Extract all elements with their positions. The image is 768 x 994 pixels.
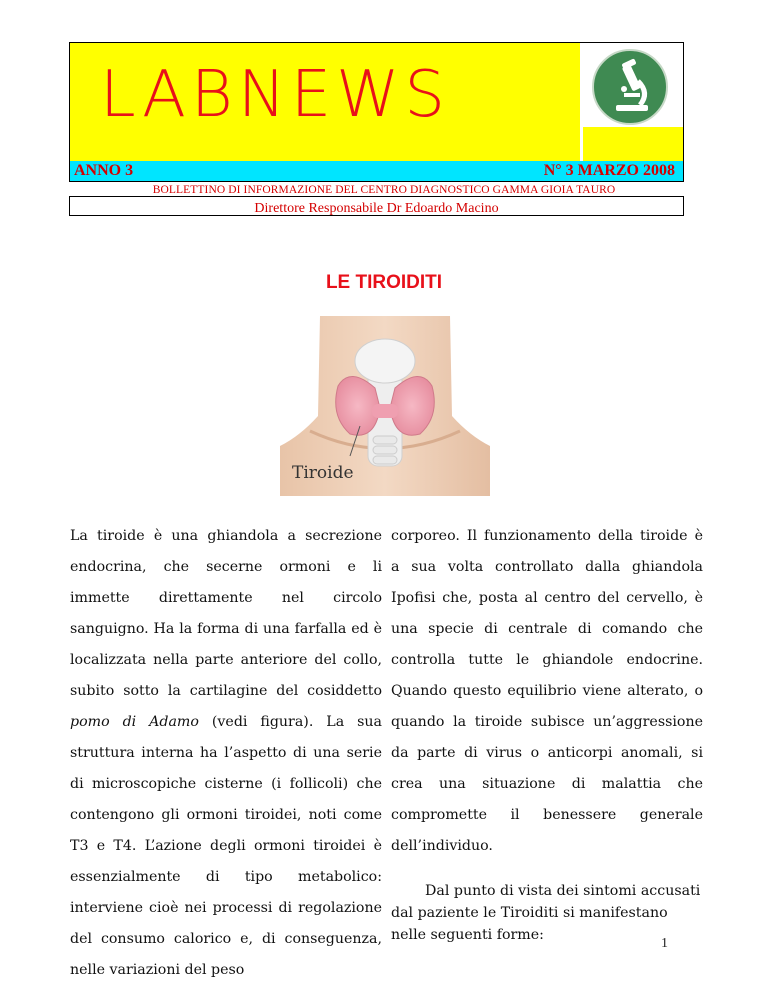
director-box bbox=[69, 196, 684, 216]
page-number: 1 bbox=[661, 936, 668, 951]
masthead bbox=[69, 42, 684, 182]
issue-band bbox=[70, 161, 683, 181]
subtitle: BOLLETTINO DI INFORMAZIONE DEL CENTRO DIAGNOSTICO GAMMA GIOIA TAURO bbox=[152, 184, 616, 196]
logo bbox=[592, 49, 670, 127]
issue-year: ANNO 3 bbox=[74, 162, 134, 179]
figure-label: Tiroide bbox=[292, 463, 354, 483]
newsletter-title: LABNEWS bbox=[100, 58, 451, 132]
text-column-left bbox=[70, 521, 382, 986]
article-title: LE TIROIDITI bbox=[325, 272, 443, 293]
issue-number: N° 3 MARZO 2008 bbox=[543, 162, 675, 179]
title-band bbox=[70, 43, 580, 161]
paragraph: Dal punto di vista dei sintomi accusati dal paziente le Tiroiditi si manifestano nelle seguenti forme: bbox=[391, 883, 701, 943]
microscope-icon bbox=[592, 49, 668, 125]
director-line: Direttore Responsabile Dr Edoardo Macino bbox=[254, 201, 499, 216]
paragraph: La tiroide è una ghiandola a secrezione endocrina, che secerne ormoni e li immette direttamente nel circolo sanguigno. Ha la forma di una farfalla ed è localizzata nella parte anteriore del collo, subito sotto la cartilagine del cosiddetto pomo di Adamo (vedi figura). La sua struttura interna ha l’aspetto di una serie di microscopiche cisterne (i follicoli) che contengono gli ormoni tiroidei, noti come T3 e T4. L’azione degli ormoni tiroidei è essenzialmente di tipo metabolico: interviene cioè nei processi di regolazione del consumo calorico e, di conseguenza, nelle variazioni del peso bbox=[70, 528, 382, 978]
decorative-square bbox=[583, 127, 683, 161]
text-column-right bbox=[391, 521, 703, 946]
paragraph: corporeo. Il funzionamento della tiroide è a sua volta controllato dalla ghiandola Ipofisi che, posta al centro del cervello, è una specie di centrale di comando che controlla tutte le ghiandole endocrine. Quando questo equilibrio viene alterato, o quando la tiroide subisce un’aggressione da parte di virus o anticorpi anomali, si crea una situazione di malattia che compromette il benessere generale dell’individuo. bbox=[391, 528, 703, 854]
emphasis: pomo di Adamo bbox=[70, 714, 199, 730]
